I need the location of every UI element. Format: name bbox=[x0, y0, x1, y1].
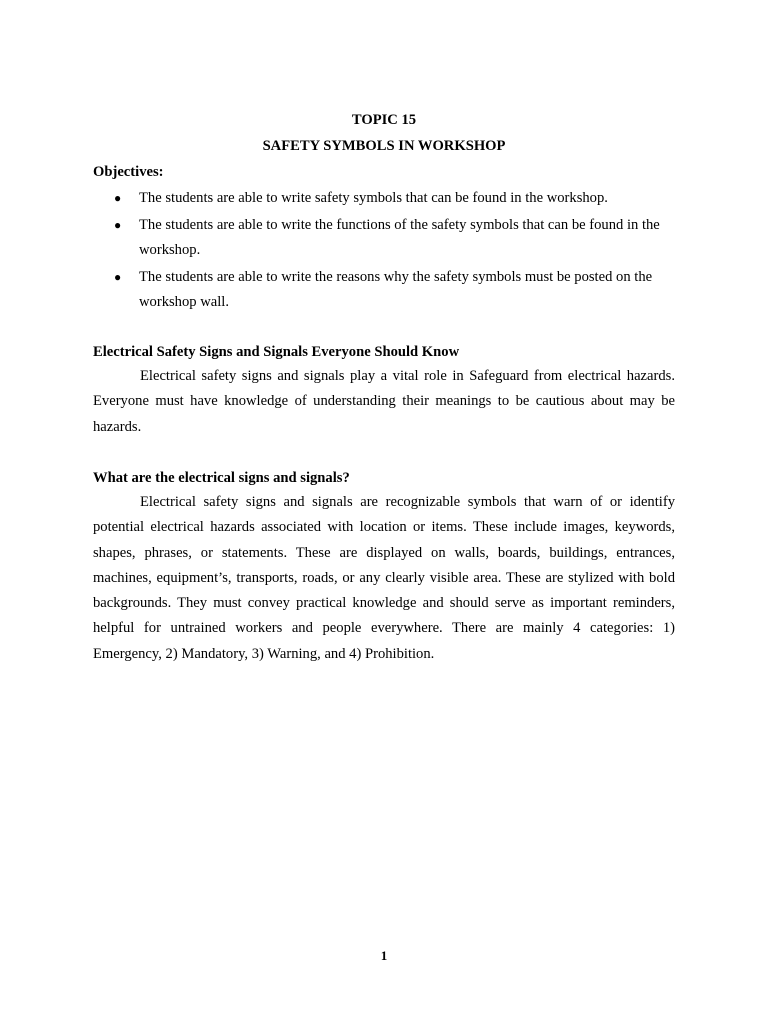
bullet-icon: ● bbox=[114, 217, 122, 232]
objective-item bbox=[93, 186, 678, 212]
paragraph-what-are-signs: Electrical safety signs and signals are recognizable symbols that warn of or identify potential electrical hazards associated with location or items. These include images, keywords, shapes, phrases, or statements. These are displayed on walls, boards, buildings, entrances, machines, equipment’s, transports, roads, or any clearly visible area. These are stylized with bold backgrounds. They must convey practical knowledge and should serve as important reminders, helpful for untrained workers and people everywhere. There are mainly 4 categories: 1) Emergency, 2) Mandatory, 3) Warning, and 4) Prohibition. bbox=[93, 494, 675, 662]
bullet-icon: ● bbox=[114, 191, 122, 205]
objectives-heading: Objectives: bbox=[93, 164, 164, 180]
section-heading-what-are-signs: What are the electrical signs and signals? bbox=[93, 470, 350, 486]
bullet-icon: ● bbox=[114, 269, 122, 284]
objective-text: The students are able to write safety symbols that can be found in the workshop. bbox=[139, 190, 608, 206]
paragraph-electrical-safety-signs: Electrical safety signs and signals play a vital role in Safeguard from electrical hazards. Everyone must have knowledge of understanding their meanings to be cautious about may be hazards. bbox=[93, 368, 675, 435]
topic-number: TOPIC 15 bbox=[351, 112, 417, 128]
objective-item bbox=[93, 213, 678, 264]
objectives-list bbox=[93, 186, 678, 317]
page-number: 1 bbox=[380, 948, 388, 963]
objective-text: The students are able to write the functions of the safety symbols that can be found in the workshop. bbox=[139, 216, 660, 258]
objective-text: The students are able to write the reasons why the safety symbols must be posted on the workshop wall. bbox=[139, 268, 653, 310]
section-heading-electrical-safety-signs: Electrical Safety Signs and Signals Everyone Should Know bbox=[93, 344, 460, 360]
objective-item bbox=[93, 265, 678, 316]
document-title: SAFETY SYMBOLS IN WORKSHOP bbox=[262, 138, 506, 154]
